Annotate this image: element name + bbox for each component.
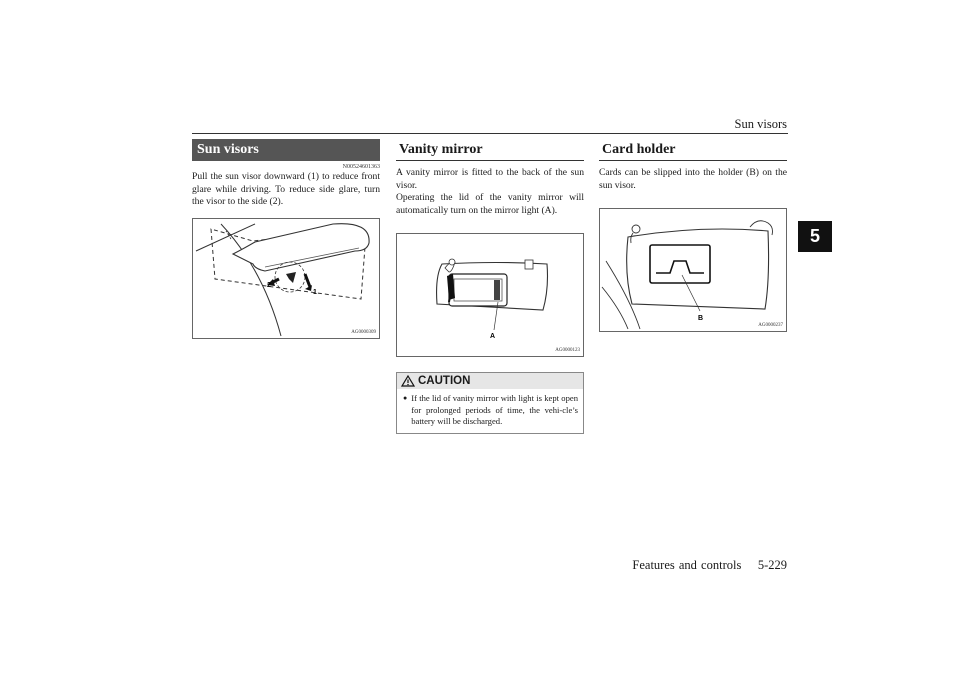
figure-label-2: 2 (267, 281, 271, 289)
figure-code: AG0000309 (351, 329, 376, 335)
page-number: 5-229 (757, 558, 787, 572)
vanity-mirror-illustration (397, 234, 583, 356)
caution-text: If the lid of vanity mirror with light is kept open for prolonged periods of time, the vehi-cle’s battery will be discharged. (411, 393, 578, 427)
vanity-mirror-figure (396, 233, 584, 357)
figure-label-1: 1 (313, 288, 317, 296)
vanity-mirror-heading: Vanity mirror (396, 139, 584, 161)
card-holder-section (599, 139, 787, 332)
card-holder-heading: Card holder (599, 139, 787, 161)
vanity-mirror-body: A vanity mirror is fitted to the back of the sun visor. Operating the lid of the vanity mirror will automatically turn on the mirror light (A). (396, 167, 584, 216)
vanity-mirror-section (396, 139, 584, 434)
running-header: Sun visors (734, 117, 787, 131)
warning-triangle-icon (401, 375, 415, 387)
chapter-tab: 5 (798, 221, 832, 252)
caution-header (397, 373, 583, 389)
section-code: N00524601363 (342, 164, 380, 170)
figure-label-a: A (490, 333, 496, 341)
sun-visors-section (192, 139, 380, 339)
sun-visor-figure (192, 218, 380, 339)
header-rule (192, 133, 788, 134)
figure-code: AG0000123 (555, 348, 580, 354)
sun-visors-heading: Sun visors (192, 139, 380, 161)
sun-visor-illustration (193, 219, 379, 338)
figure-code: AG0000237 (758, 323, 783, 329)
caution-body (397, 389, 583, 432)
footer-section-title: Features and controls (632, 558, 742, 572)
figure-label-b: B (698, 315, 704, 323)
card-holder-figure (599, 208, 787, 332)
bullet-icon: ● (403, 394, 408, 403)
caution-title: CAUTION (418, 375, 471, 388)
card-holder-illustration (600, 209, 786, 331)
sun-visors-body: Pull the sun visor downward (1) to reduce front glare while driving. To reduce side glare, turn the visor to the side (2). (192, 171, 380, 208)
caution-box (396, 372, 584, 433)
page-footer (632, 558, 787, 573)
card-holder-body: Cards can be slipped into the holder (B) on the sun visor. (599, 167, 787, 191)
